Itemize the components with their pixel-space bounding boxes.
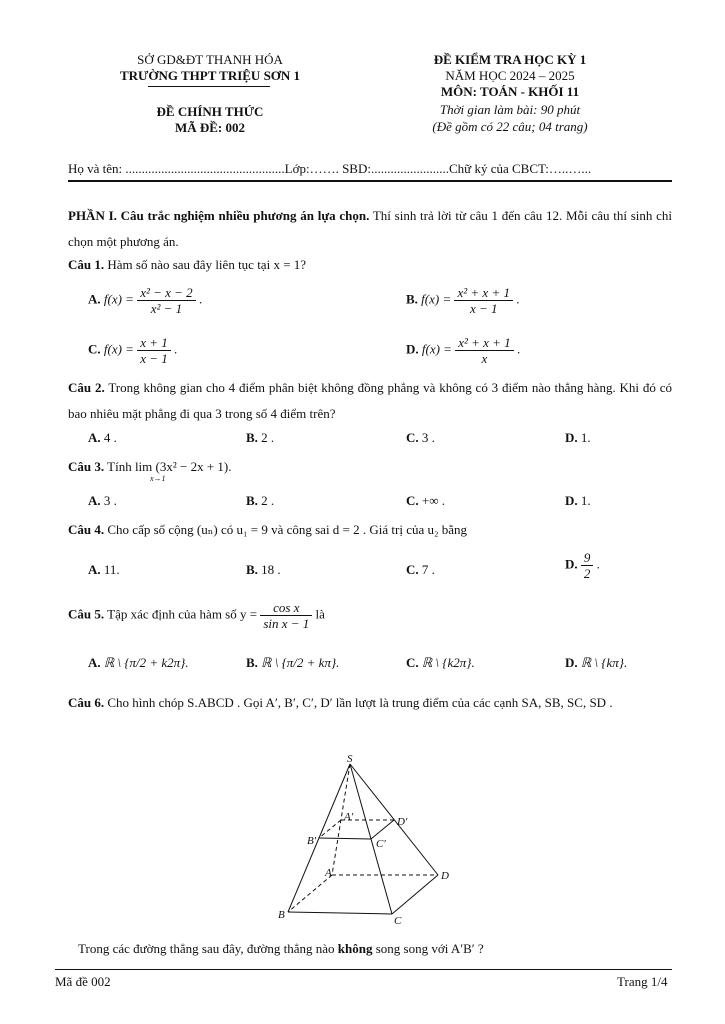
q4-d-numerator: 9 [581, 550, 594, 566]
q2-stem [68, 375, 672, 427]
option-value: 2 . [261, 493, 275, 508]
q1-c-denominator: x − 1 [140, 351, 168, 366]
pages-note: (Đề gồm có 22 câu; 04 trang) [432, 119, 588, 134]
header-divider [68, 180, 672, 182]
edge-C1D1 [371, 820, 394, 839]
option-letter: A. [88, 493, 101, 508]
q5-text-post: là [312, 606, 325, 622]
q2-option-b[interactable] [246, 430, 274, 446]
q5-option-d[interactable] [565, 655, 627, 671]
option-letter: D. [565, 493, 578, 508]
q4-stem [68, 522, 467, 538]
q3-stem [68, 459, 232, 475]
option-value: 11. [103, 562, 120, 577]
q1-b-numerator: x² + x + 1 [454, 285, 512, 301]
option-value: ℝ \ {π/2 + k2π}. [103, 655, 189, 670]
edge-CD [392, 875, 438, 914]
q1-text: Hàm số nào sau đây liên tục tại x = 1? [104, 257, 307, 272]
q1-d-denominator: x [481, 351, 488, 366]
option-letter: B. [406, 291, 418, 307]
vertex-A: A [325, 867, 332, 879]
q3-option-a[interactable] [88, 493, 117, 509]
option-letter: B. [246, 655, 258, 670]
footer-divider [55, 969, 672, 970]
option-letter: A. [88, 291, 101, 307]
vertex-C: C [394, 915, 402, 927]
q5-option-a[interactable] [88, 655, 189, 671]
school-underline [148, 86, 270, 87]
student-info-line: Họ và tên: .................................................Lớp:……. SBD:........................Chữ ký của CBCT:…..…... [68, 161, 592, 176]
q5-option-c[interactable] [406, 655, 475, 671]
option-letter: A. [88, 655, 101, 670]
school-name: TRƯỜNG THPT TRIỆU SƠN 1 [119, 68, 301, 83]
q1-d-numerator: x² + x + 1 [455, 335, 513, 351]
official-label: ĐỀ CHÍNH THỨC [156, 104, 264, 119]
q4-d-denominator: 2 [583, 566, 591, 581]
q4-option-d[interactable]: D. $\frac{9}{2}$ . [565, 550, 600, 581]
option-value: 2 . [261, 430, 275, 445]
q3-text: Tính lim (3x² − 2x + 1). [104, 459, 232, 474]
q1-c-numerator: x + 1 [137, 335, 171, 351]
q6-question-pre: Trong các đường thẳng sau đây, đường thẳng nào [78, 941, 338, 956]
option-letter: C. [88, 341, 101, 357]
exam-title: ĐỀ KIỂM TRA HỌC KỲ 1 [433, 52, 587, 67]
q4-label: Câu 4. [68, 522, 105, 537]
q1-option-c[interactable]: C. f(x) = $\frac{x + 1}{x - 1}$ . [88, 335, 178, 366]
option-value: 1. [580, 493, 591, 508]
q1-stem [68, 257, 306, 273]
q2-option-c[interactable] [406, 430, 435, 446]
exam-code: MÃ ĐỀ: 002 [174, 120, 246, 135]
vertex-A1: A′ [344, 811, 354, 823]
vertex-B: B [278, 909, 285, 921]
vertex-D1: D′ [397, 816, 408, 828]
edge-BC [288, 912, 392, 914]
q3-option-c[interactable] [406, 493, 445, 509]
q5-option-b[interactable] [246, 655, 339, 671]
option-value: 4 . [103, 430, 117, 445]
option-letter: B. [246, 430, 258, 445]
q4-option-c[interactable] [406, 562, 435, 578]
option-letter: B. [246, 562, 258, 577]
q1-option-b[interactable]: B. f(x) = $\frac{\text{x² + x + 1}}{x - 1}$ . [406, 285, 520, 316]
option-value: ℝ \ {π/2 + kπ}. [261, 655, 340, 670]
q6-question-post: song song với A′B′ ? [372, 941, 484, 956]
duration: Thời gian làm bài: 90 phút [439, 102, 581, 117]
q1-a-numerator: x² − x − 2 [137, 285, 195, 301]
part1-block [68, 203, 672, 255]
q5-stem [68, 600, 325, 631]
option-value: 7 . [421, 562, 435, 577]
q6-text: Cho hình chóp S.ABCD . Gọi A′, B′, C′, D′ lần lượt là trung điểm của các cạnh SA, SB, SC, SD . [104, 695, 613, 710]
option-letter: B. [246, 493, 258, 508]
q3-label: Câu 3. [68, 459, 105, 474]
q2-label: Câu 2. [68, 380, 105, 395]
department-name: SỞ GD&ĐT THANH HÓA [137, 52, 283, 67]
vertex-B1: B′ [307, 835, 317, 847]
school-year: NĂM HỌC 2024 – 2025 [445, 68, 575, 83]
q5-numerator: cos x [260, 600, 312, 616]
edge-AB [288, 875, 332, 912]
option-letter: D. [565, 556, 578, 572]
vertex-D: D [441, 870, 449, 882]
q1-a-denominator: x² − 1 [150, 301, 183, 316]
option-value: ℝ \ {kπ}. [580, 655, 628, 670]
q5-label: Câu 5. [68, 606, 105, 622]
q5-denominator: sin x − 1 [263, 616, 310, 631]
option-value: +∞ . [421, 493, 445, 508]
q3-option-d[interactable] [565, 493, 591, 509]
q1-option-d[interactable]: D. f(x) = $\frac{\text{x² + x + 1}}{x}$ . [406, 335, 521, 366]
q4-text: Cho cấp số cộng (uₙ) có u₁ = 9 và công sai d = 2 . Giá trị của u₂ bằng [104, 522, 468, 537]
q2-option-a[interactable] [88, 430, 117, 446]
q6-question-emphasis: không [337, 941, 373, 956]
option-letter: C. [406, 493, 419, 508]
q4-option-a[interactable] [88, 562, 120, 578]
option-letter: D. [406, 341, 419, 357]
subject: MÔN: TOÁN - KHỐI 11 [440, 84, 580, 99]
option-letter: C. [406, 430, 419, 445]
option-value: 3 . [421, 430, 435, 445]
option-value: ℝ \ {k2π}. [421, 655, 475, 670]
vertex-S: S [347, 753, 353, 765]
q4-option-b[interactable] [246, 562, 281, 578]
q1-label: Câu 1. [68, 257, 105, 272]
option-letter: D. [565, 430, 578, 445]
vertex-C1: C′ [376, 838, 386, 850]
q3-limit-subscript: x→1 [150, 474, 166, 483]
part1-instruction: Thí sinh trả lời từ câu 1 đến câu 12. Mỗi câu thí sinh chỉ chọn một phương án. [68, 208, 672, 249]
option-letter: D. [565, 655, 578, 670]
edge-B1C1 [319, 838, 371, 839]
q1-option-a[interactable]: A. f(x) = $\frac{\text{x² − x − 2}}{\text{x² − 1}}$ . [88, 285, 203, 316]
option-letter: C. [406, 655, 419, 670]
q6-label: Câu 6. [68, 695, 105, 710]
q3-option-b[interactable] [246, 493, 274, 509]
q6-question [78, 941, 484, 957]
q2-option-d[interactable] [565, 430, 591, 446]
q1-b-denominator: x − 1 [469, 301, 498, 316]
footer-page-number: Trang 1/4 [617, 974, 668, 989]
option-value: 1. [580, 430, 591, 445]
q6-stem [68, 690, 672, 716]
option-letter: A. [88, 430, 101, 445]
q5-text-pre: Tập xác định của hàm số y = [104, 606, 258, 622]
pyramid-figure [270, 752, 460, 932]
part1-title: PHẦN I. Câu trắc nghiệm nhiều phương án lựa chọn. [68, 208, 370, 223]
option-letter: C. [406, 562, 419, 577]
option-value: 18 . [261, 562, 281, 577]
q2-text: Trong không gian cho 4 điểm phân biệt không đồng phẳng và không có 3 điểm nào thẳng hàng. Khi đó có bao nhiêu mặt phẳng đi qua 3 trong số 4 điểm trên? [68, 380, 672, 421]
footer-exam-code: Mã đề 002 [55, 974, 111, 989]
option-value: 3 . [103, 493, 117, 508]
option-letter: A. [88, 562, 101, 577]
